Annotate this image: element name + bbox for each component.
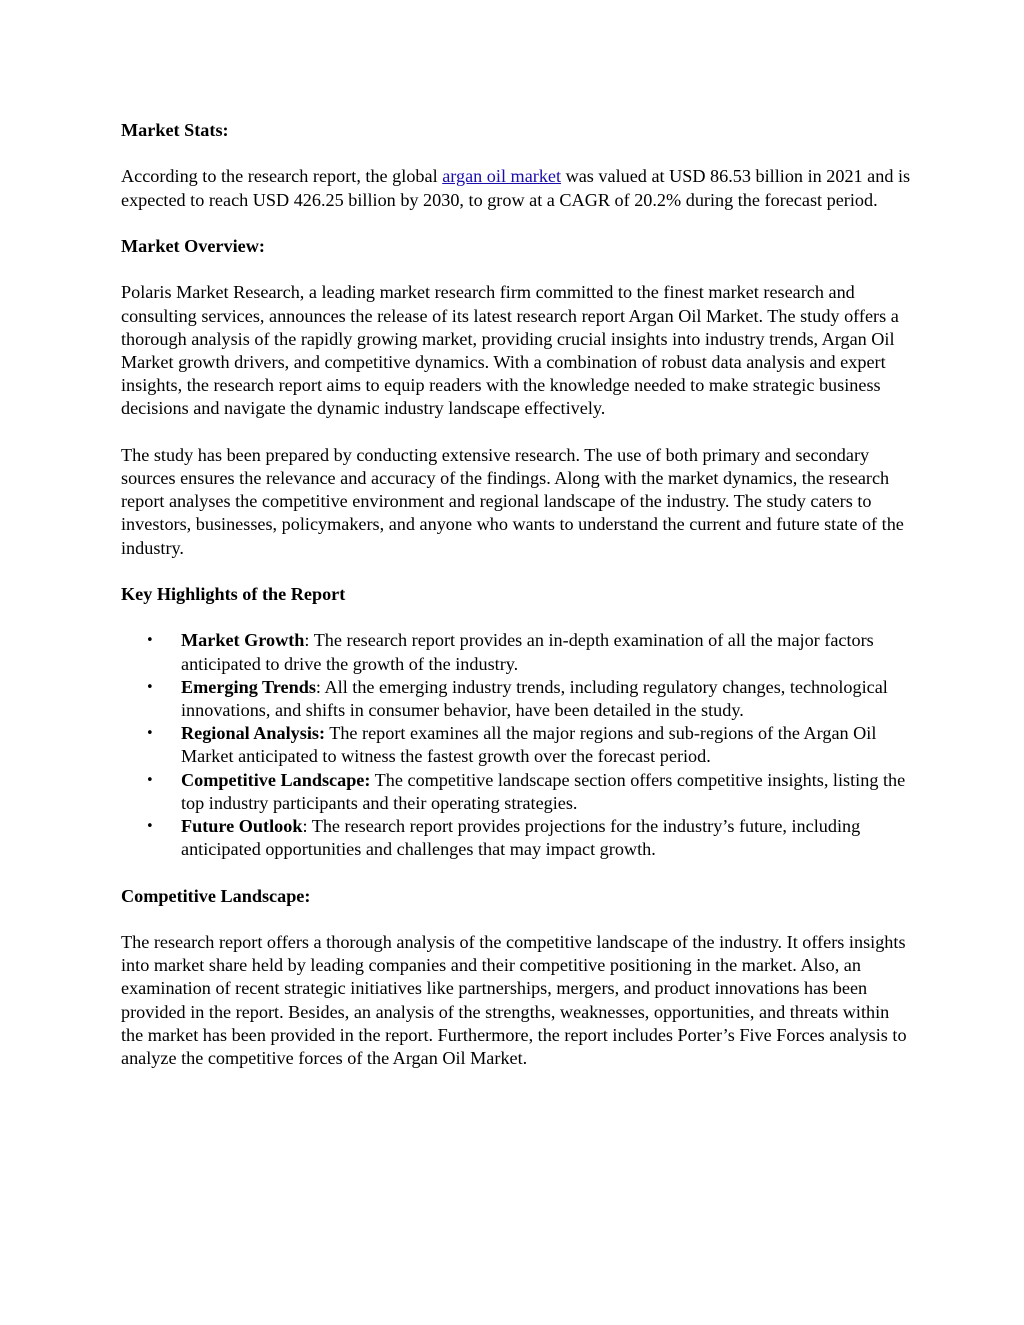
market-stats-text-end: was valued at USD 86.53 billion in 2021 and is expected to reach USD 426.25 billion by 2030, to grow at a CAGR of 20.2% during the forecast period. xyxy=(121,166,911,210)
highlight-term: Future Outlook xyxy=(181,816,303,836)
market-overview-paragraph-2: The study has been prepared by conducting extensive research. The use of both primary and secondary sources ensures the relevance and accuracy of the findings. Along with the market dynamics, the research report analyses the competitive environment and regional landscape of the industry. The study caters to investors, businesses, policymakers, and anyone who wants to understand the current and future state of the industry. xyxy=(121,444,904,558)
highlight-term: Market Growth xyxy=(181,630,305,651)
market-overview-paragraph-1: Polaris Market Research, a leading market research firm committed to the finest market research and consulting services, announces the release of its latest research report Argan Oil Market. The study offers a thorough analysis of the rapidly growing market, providing crucial insights into industry trends, Argan Oil Market growth drivers, and competitive dynamics. With a combination of robust data analysis and expert insights, the research report aims to equip readers with the knowledge needed to make strategic business decisions and navigate the dynamic industry landscape effectively. xyxy=(121,282,899,419)
market-stats-paragraph xyxy=(121,165,911,211)
market-overview-heading: Market Overview: xyxy=(121,235,265,256)
highlight-term: Regional Analysis: xyxy=(181,723,326,744)
bullet-icon: • xyxy=(146,726,154,742)
argan-oil-market-link[interactable]: argan oil market xyxy=(442,166,562,187)
document-page xyxy=(121,119,911,1093)
highlight-item-market-growth xyxy=(121,629,911,675)
bullet-icon: • xyxy=(146,633,154,649)
highlight-item-regional-analysis xyxy=(121,722,911,768)
bullet-icon: • xyxy=(146,772,154,788)
competitive-landscape-heading: Competitive Landscape: xyxy=(121,885,311,906)
highlight-item-emerging-trends xyxy=(121,676,911,722)
competitive-landscape-paragraph: The research report offers a thorough analysis of the competitive landscape of the industry. It offers insights into market share held by leading companies and their competitive positioning in the market. Also, an examination of recent strategic initiatives like partnerships, mergers, and product innovations has been provided in the report. Besides, an analysis of the strengths, weaknesses, opportunities, and threats within the market has been provided in the report. Furthermore, the report includes Porter’s Five Forces analysis to analyze the competitive forces of the Argan Oil Market. xyxy=(121,931,907,1068)
highlight-term: Emerging Trends xyxy=(181,676,316,697)
market-stats-heading: Market Stats: xyxy=(121,120,229,140)
highlight-text: The report examines all the major regions and sub-regions of the Argan Oil Market anticipated to witness the fastest growth over the forecast period. xyxy=(181,723,877,767)
bullet-icon: • xyxy=(146,819,154,834)
bullet-icon: • xyxy=(146,679,154,695)
highlight-text: : All the emerging industry trends, including regulatory changes, technological innovations, and shifts in consumer behavior, have been detailed in the study. xyxy=(181,676,888,720)
highlight-text: : The research report provides an in-depth examination of all the major factors anticipated to drive the growth of the industry. xyxy=(181,630,874,674)
highlight-item-competitive-landscape xyxy=(121,769,911,815)
highlight-item-future-outlook xyxy=(121,815,911,861)
key-highlights-list xyxy=(121,629,911,861)
highlight-text: : The research report provides projections for the industry’s future, including anticipated opportunities and challenges that may impact growth. xyxy=(181,816,861,860)
highlight-term: Competitive Landscape: xyxy=(181,769,371,790)
market-stats-text-start: According to the research report, the global xyxy=(121,166,443,187)
highlight-text: The competitive landscape section offers competitive insights, listing the top industry participants and their operating strategies. xyxy=(181,769,906,813)
key-highlights-heading: Key Highlights of the Report xyxy=(121,583,346,604)
